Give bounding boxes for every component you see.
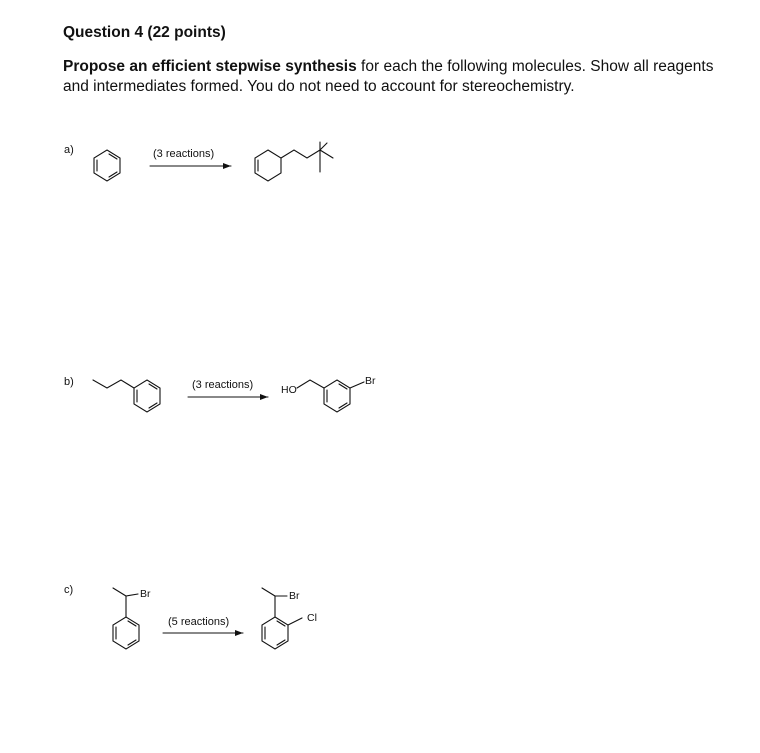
part-c-product-structure [262,588,302,649]
part-c-reaction-label: (5 reactions) [168,616,230,628]
question-title: Question 4 (22 points) [63,24,226,41]
part-b-product-hydroxyl: HO [281,384,297,396]
part-b-reaction-label: (3 reactions) [192,379,254,391]
part-a-benzene-structure [94,150,120,181]
part-a-product-structure [255,142,333,181]
part-c-product-bromine: Br [289,590,300,602]
part-c-start-bromine: Br [140,588,151,600]
prompt-rest: for each the following molecules. Show all reagents and intermediates formed. You do not need to account for stereochemistry. [63,58,714,95]
part-b-label: b) [64,376,74,388]
part-c-start-structure [113,588,139,649]
part-c-label: c) [64,584,74,596]
part-a-reaction-label: (3 reactions) [153,148,215,160]
part-c-product-chlorine: Cl [307,612,317,624]
part-b-product-structure [297,380,364,412]
part-b-propylbenzene-structure [93,380,160,412]
part-a-label: a) [64,144,74,156]
part-b-product-bromine: Br [365,375,376,387]
prompt-bold: Propose an efficient stepwise synthesis [63,58,357,75]
